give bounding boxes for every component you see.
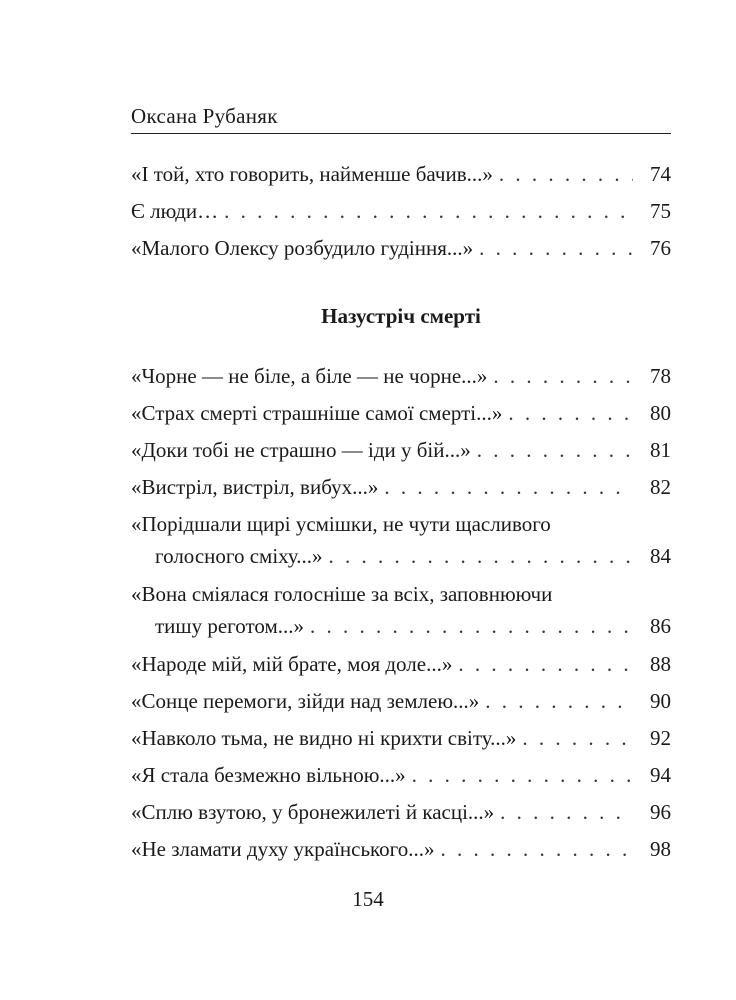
toc-entry xyxy=(131,471,671,503)
dot-leader xyxy=(500,796,633,828)
dot-leader xyxy=(479,232,633,264)
toc-entry-title: «Страх смерті страшніше самої смерті...» xyxy=(131,401,503,425)
toc-entry xyxy=(131,796,671,828)
toc-entry xyxy=(131,722,671,754)
toc-entry-title: «Я стала безмежно вільною...» xyxy=(131,763,406,787)
dot-leader xyxy=(522,722,633,754)
toc-entry xyxy=(131,232,671,264)
toc-entry-page: 94 xyxy=(650,763,671,787)
dot-leader xyxy=(499,158,633,190)
toc-list-section xyxy=(131,360,671,870)
toc-list-top xyxy=(131,158,671,269)
toc-entry xyxy=(131,195,671,227)
toc-entry-title: «Чорне — не біле, а біле — не чорне...» xyxy=(131,364,488,388)
toc-entry-page: 98 xyxy=(650,837,671,861)
page-number: 154 xyxy=(352,887,384,911)
toc-entry xyxy=(131,434,671,466)
toc-entry-title-line2: голосного сміху...» xyxy=(155,544,323,568)
toc-entry xyxy=(131,158,671,190)
toc-entry-page: 82 xyxy=(650,475,671,499)
dot-leader xyxy=(329,540,633,572)
toc-entry-title-line1: «Порідшали щирі усмішки, не чути щасливого xyxy=(131,512,551,536)
toc-entry-page: 90 xyxy=(650,689,671,713)
toc-entry-title: «І той, хто говорить, найменше бачив...» xyxy=(131,162,493,186)
toc-entry-page: 76 xyxy=(650,236,671,260)
toc-entry-page: 86 xyxy=(650,614,671,638)
toc-entry-title: «Малого Олексу розбудило гудіння...» xyxy=(131,236,474,260)
toc-entry-page: 84 xyxy=(650,544,671,568)
toc-entry-page: 92 xyxy=(650,726,671,750)
toc-entry-title: Є люди… xyxy=(131,199,219,223)
toc-entry-page: 88 xyxy=(650,652,671,676)
toc-entry-page: 74 xyxy=(650,162,671,186)
toc-entry-title: «Доки тобі не страшно — іди у бій...» xyxy=(131,438,471,462)
dot-leader xyxy=(310,610,633,642)
toc-entry xyxy=(131,833,671,865)
running-head-author: Оксана Рубаняк xyxy=(131,104,671,134)
toc-entry-page: 80 xyxy=(650,401,671,425)
toc-entry-page: 75 xyxy=(650,199,671,223)
section-title: Назустріч смерті xyxy=(321,304,481,328)
toc-entry-title: «Навколо тьма, не видно ні крихти світу...» xyxy=(131,726,517,750)
toc-entry-page: 81 xyxy=(650,438,671,462)
toc-entry-multiline xyxy=(131,508,671,572)
dot-leader xyxy=(493,360,633,392)
toc-entry-multiline xyxy=(131,578,671,642)
dot-leader xyxy=(412,759,633,791)
dot-leader xyxy=(224,195,633,227)
toc-entry-page: 78 xyxy=(650,364,671,388)
toc-entry-page: 96 xyxy=(650,800,671,824)
dot-leader xyxy=(485,685,633,717)
toc-entry xyxy=(131,685,671,717)
toc-entry-title: «Сплю взутою, у бронежилеті й касці...» xyxy=(131,800,495,824)
toc-entry-title: «Вистріл, вистріл, вибух...» xyxy=(131,475,379,499)
dot-leader xyxy=(384,471,633,503)
toc-entry xyxy=(131,360,671,392)
toc-entry-title: «Народе мій, мій брате, моя доле...» xyxy=(131,652,453,676)
toc-entry xyxy=(131,397,671,429)
dot-leader xyxy=(458,648,633,680)
toc-entry-title: «Не зламати духу українського...» xyxy=(131,837,435,861)
toc-entry xyxy=(131,759,671,791)
dot-leader xyxy=(477,434,633,466)
dot-leader xyxy=(508,397,633,429)
toc-entry-title: «Сонце перемоги, зійди над землею...» xyxy=(131,689,480,713)
toc-entry-title-line1: «Вона сміялася голосніше за всіх, заповнюючи xyxy=(131,582,553,606)
dot-leader xyxy=(441,833,633,865)
toc-entry-title-line2: тишу реготом...» xyxy=(155,614,305,638)
toc-entry xyxy=(131,648,671,680)
